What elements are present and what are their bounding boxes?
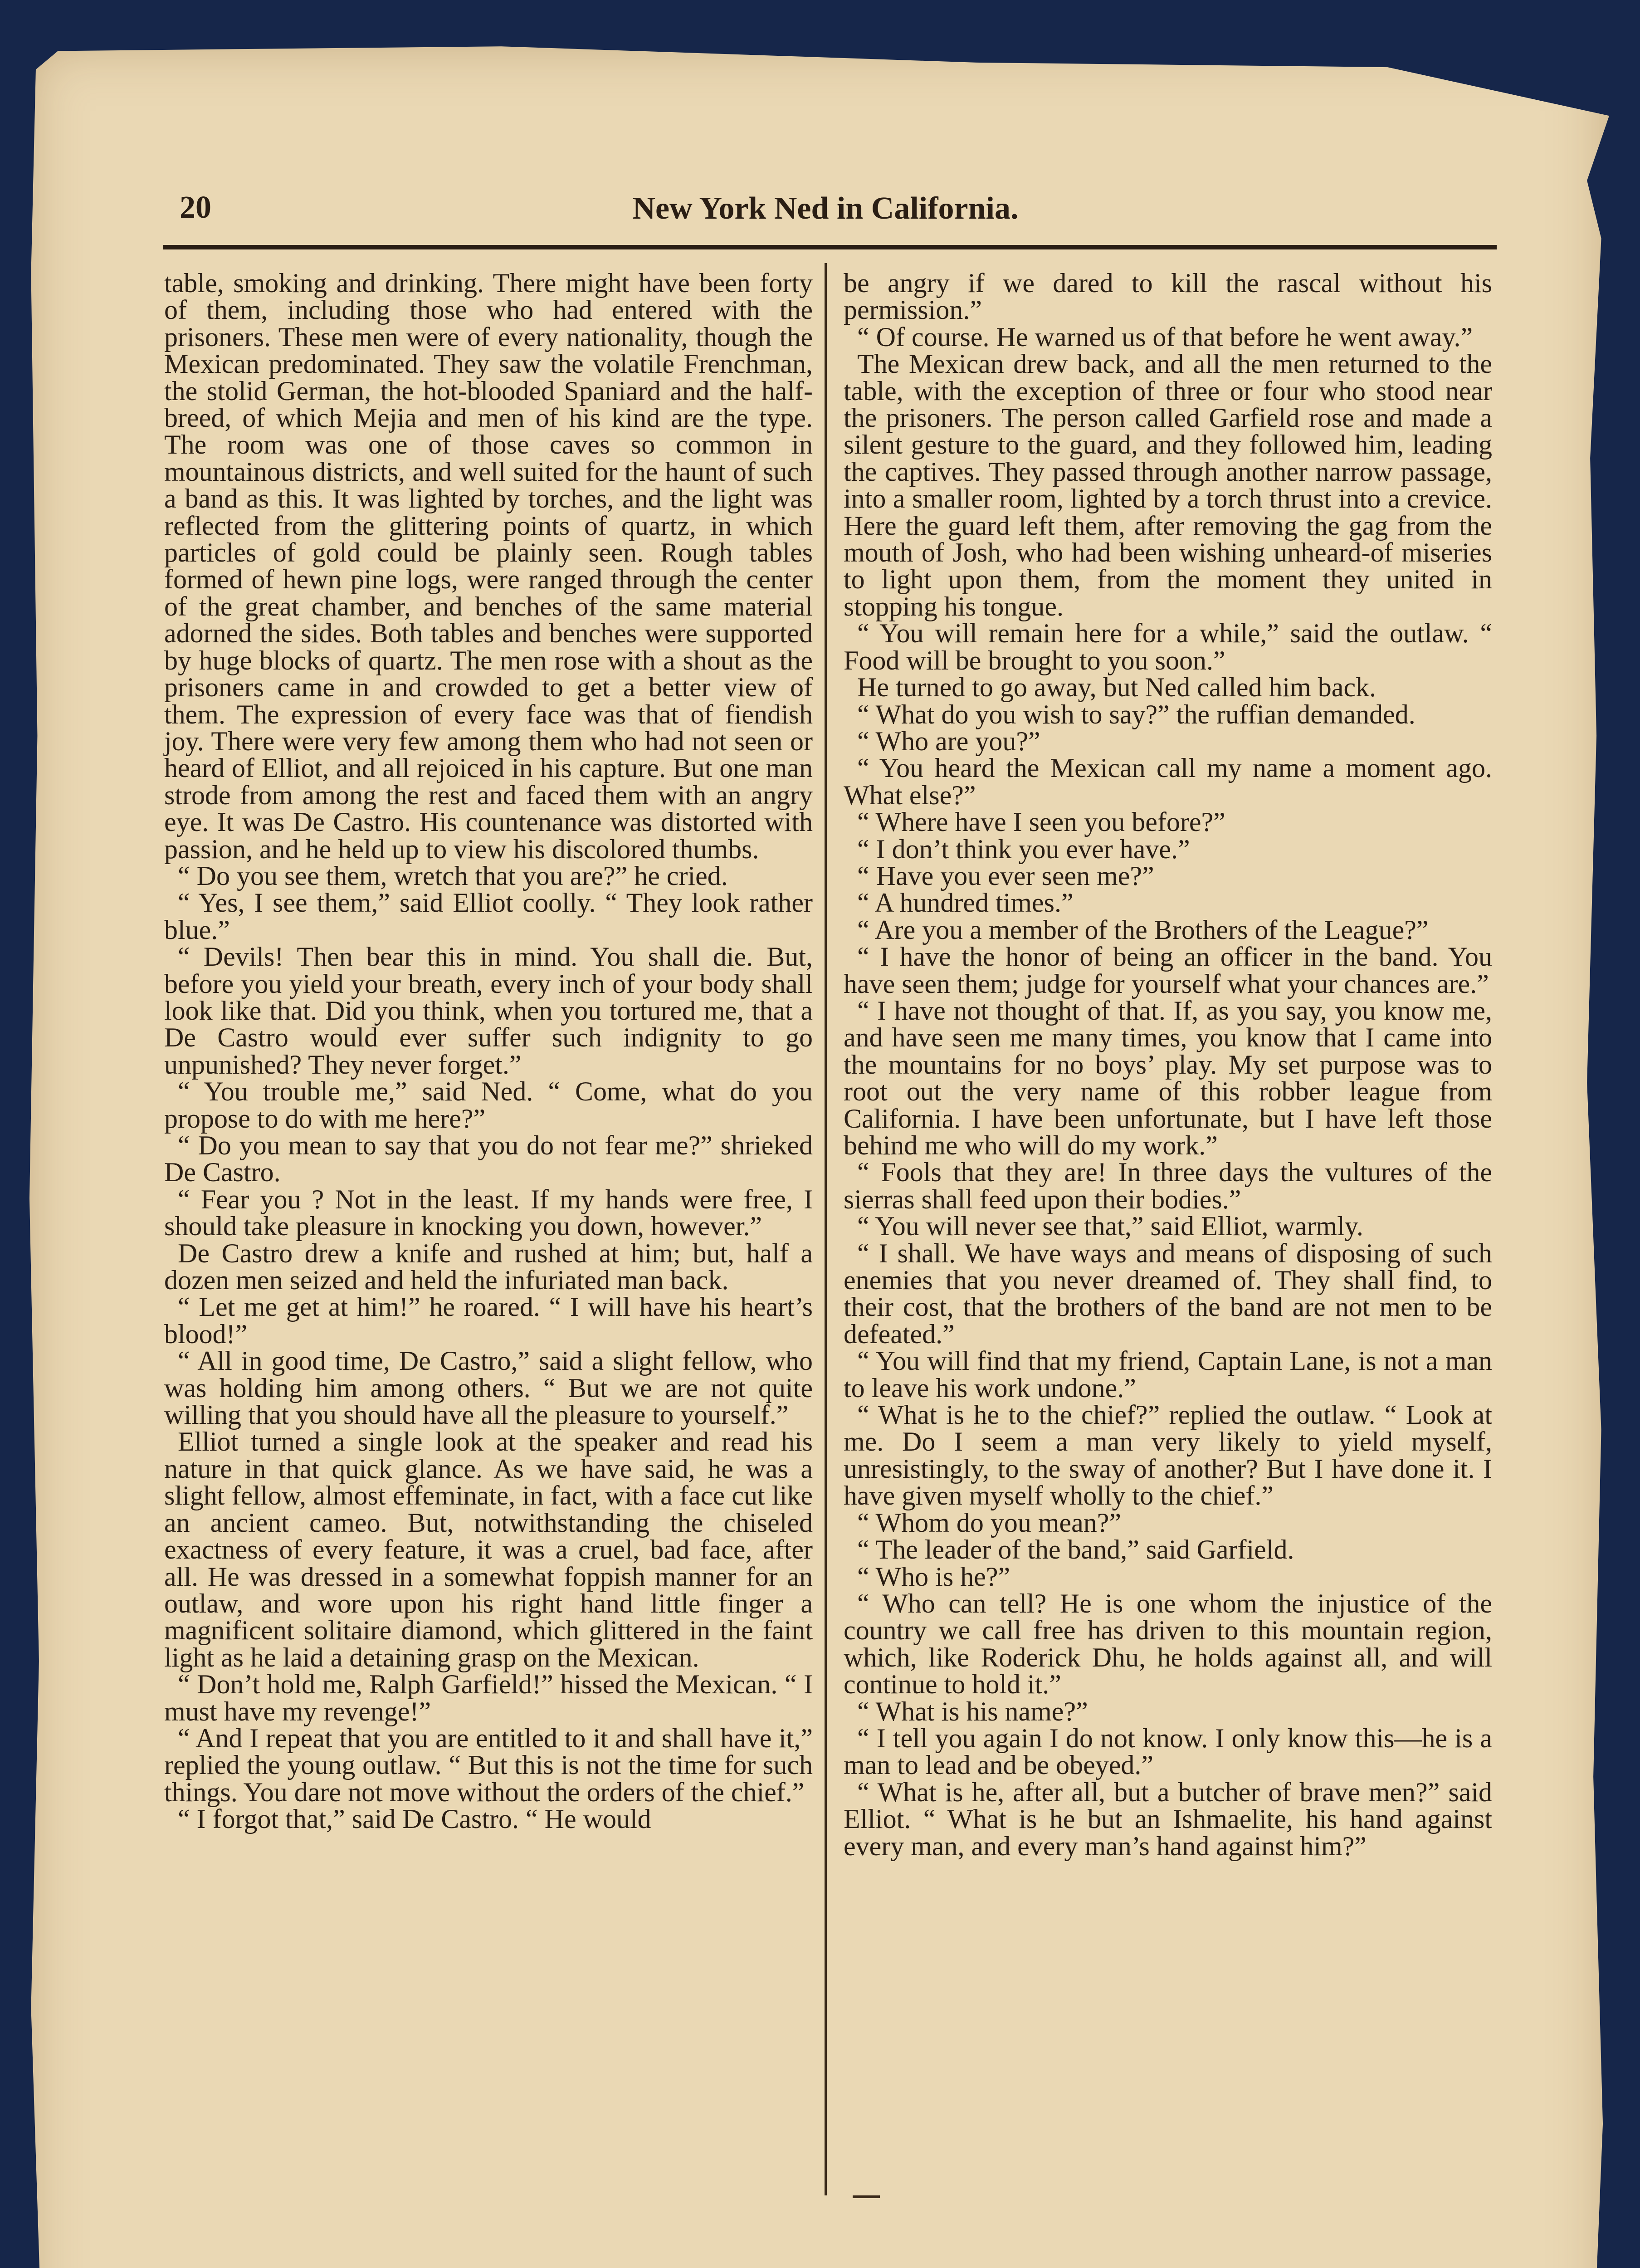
paragraph: “ Do you mean to say that you do not fear me?” shrieked De Castro.	[164, 1130, 813, 1188]
page-header	[154, 177, 1497, 245]
paragraph: “ I tell you again I do not know. I only know this—he is a man to lead and be obeyed.”	[844, 1723, 1492, 1780]
paragraph: Elliot turned a single look at the speaker and read his nature in that quick glance. As we have said, he was a slight fellow, almost effeminate, in fact, with a face cut like an ancient cameo. But, notwithstanding the chiseled exactness of every feature, it was a cruel, bad face, after all. He was dressed in a somewhat foppish manner for an outlaw, and wore upon his right hand little finger a magnificent solitaire diamond, which glittered in the faint light as he laid a detaining grasp on the Mexican.	[164, 1427, 813, 1672]
paragraph: “ All in good time, De Castro,” said a slight fellow, who was holding him among others. “ But we are not quite willing that you should have all the pleasure to yourself.”	[164, 1346, 813, 1430]
paragraph: “ Where have I seen you before?”	[857, 807, 1225, 837]
paragraph: “ Don’t hold me, Ralph Garfield!” hissed the Mexican. “ I must have my revenge!”	[164, 1669, 813, 1726]
paragraph: “ Whom do you mean?”	[857, 1507, 1122, 1538]
paragraph: be angry if we dared to kill the rascal without his permission.”	[844, 268, 1492, 325]
paragraph: “ Who is he?”	[857, 1561, 1010, 1592]
paragraph: “ I have the honor of being an officer in the band. You have seen them; judge for yourself what your chances are.”	[844, 942, 1492, 999]
paragraph: “ What do you wish to say?” the ruffian demanded.	[857, 699, 1415, 729]
paragraph: “ Let me get at him!” he roared. “ I will have his heart’s blood!”	[164, 1292, 813, 1349]
page-number: 20	[180, 190, 211, 225]
running-title: New York Ned in California.	[632, 191, 1019, 226]
paragraph: table, smoking and drinking. There might have been forty of them, including those who had entered with the prisoners. These men were of every nationality, though the Mexican predominated. They saw the volatile Frenchman, the stolid German, the hot-blooded Spaniard and the half-breed, of which Mejia and men of his kind are the type. The room was one of those caves so common in mountainous districts, and well suited for the haunt of such a band as this. It was lighted by torches, and the light was reflected from the glittering points of quartz, in which particles of gold could be plainly seen. Rough tables formed of hewn pine logs, were ranged through the center of the great chamber, and benches of the same material adorned the sides. Both tables and benches were supported by huge blocks of quartz. The men rose with a shout as the prisoners came in and crowded to get a better view of them. The expression of every face was that of fiendish joy. There were very few among them who had not seen or heard of Elliot, and all rejoiced in his capture. But one man strode from among the rest and faced them with an angry eye. It was De Castro. His countenance was distorted with passion, and he held up to view his discolored thumbs.	[164, 268, 813, 864]
paragraph: “ I have not thought of that. If, as you say, you know me, and have seen me many times, you know that I came into the mountains for no boys’ play. My set purpose was to root out the very name of this robber league from California. I have been unfortunate, but I have left those behind me who will do my work.”	[844, 995, 1492, 1160]
paragraph: “ And I repeat that you are entitled to it and shall have it,” replied the young outlaw. “ But this is not the time for such things. You dare not move without the orders of the chief.”	[164, 1723, 813, 1807]
paragraph: “ You will remain here for a while,” said the outlaw. “ Food will be brought to you soon.”	[844, 618, 1492, 675]
right-text-column	[844, 270, 1492, 1860]
paragraph: “ Fear you ? Not in the least. If my hands were free, I should take pleasure in knocking you down, however.”	[164, 1184, 813, 1242]
paragraph: “ Yes, I see them,” said Elliot coolly. “ They look rather blue.”	[164, 888, 813, 945]
paragraph: “ You will never see that,” said Elliot, warmly.	[857, 1211, 1363, 1242]
header-rule	[163, 245, 1497, 249]
paragraph: “ I don’t think you ever have.”	[857, 834, 1190, 864]
paragraph: “ The leader of the band,” said Garfield.	[857, 1535, 1294, 1565]
paragraph: De Castro drew a knife and rushed at him; but, half a dozen men seized and held the infuriated man back.	[164, 1238, 813, 1295]
paragraph: “ You heard the Mexican call my name a moment ago. What else?”	[844, 753, 1492, 810]
paragraph: “ I shall. We have ways and means of disposing of such enemies that you never dreamed of. They shall find, to their cost, that the brothers of the band are not men to be defeated.”	[844, 1238, 1492, 1349]
column-divider	[825, 263, 827, 2195]
paragraph: “ You will find that my friend, Captain Lane, is not a man to leave his work undone.”	[844, 1346, 1492, 1403]
paragraph: “ Who can tell? He is one whom the injustice of the country we call free has driven to this mountain region, which, like Roderick Dhu, he holds against all, and will continue to hold it.”	[844, 1588, 1492, 1700]
paragraph: “ Fools that they are! In three days the vultures of the sierras shall feed upon their bodies.”	[844, 1157, 1492, 1214]
paragraph: “ Do you see them, wretch that you are?” he cried.	[178, 860, 728, 891]
end-dash	[853, 2195, 880, 2198]
paragraph: “ What is he, after all, but a butcher of brave men?” said Elliot. “ What is he but an Ishmaelite, his hand against every man, and every man’s hand against him?”	[844, 1777, 1492, 1861]
paragraph: “ Devils! Then bear this in mind. You shall die. But, before you yield your breath, every inch of your body shall look like that. Did you think, when you tortured me, that a De Castro would ever suffer such indignity to go unpunished? They never forget.”	[164, 942, 813, 1080]
paragraph: “ You trouble me,” said Ned. “ Come, what do you propose to do with me here?”	[164, 1076, 813, 1134]
paragraph: “ What is his name?”	[857, 1696, 1088, 1726]
paragraph: “ Of course. He warned us of that before he went away.”	[857, 322, 1473, 352]
paragraph: The Mexican drew back, and all the men returned to the table, with the exception of three or four who stood near the prisoners. The person called Garfield rose and made a silent gesture to the guard, and they followed him, leading the captives. They passed through another narrow passage, into a smaller room, lighted by a torch thrust into a crevice. Here the guard left them, after removing the gag from the mouth of Josh, who had been wishing unheard-of miseries to light upon them, from the moment they united in stopping his tongue.	[844, 349, 1492, 621]
paragraph: “ What is he to the chief?” replied the outlaw. “ Look at me. Do I seem a man very likely to yield myself, unresistingly, to the sway of another? But I have done it. I have given myself wholly to the chief.”	[844, 1400, 1492, 1511]
paragraph: “ I forgot that,” said De Castro. “ He would	[178, 1804, 651, 1834]
paragraph: “ Who are you?”	[857, 726, 1040, 756]
paragraph: “ Have you ever seen me?”	[857, 860, 1154, 891]
paragraph: He turned to go away, but Ned called him back.	[857, 672, 1376, 703]
paragraph: “ Are you a member of the Brothers of the League?”	[857, 914, 1429, 945]
left-text-column	[164, 270, 813, 1833]
paragraph: “ A hundred times.”	[857, 888, 1074, 918]
